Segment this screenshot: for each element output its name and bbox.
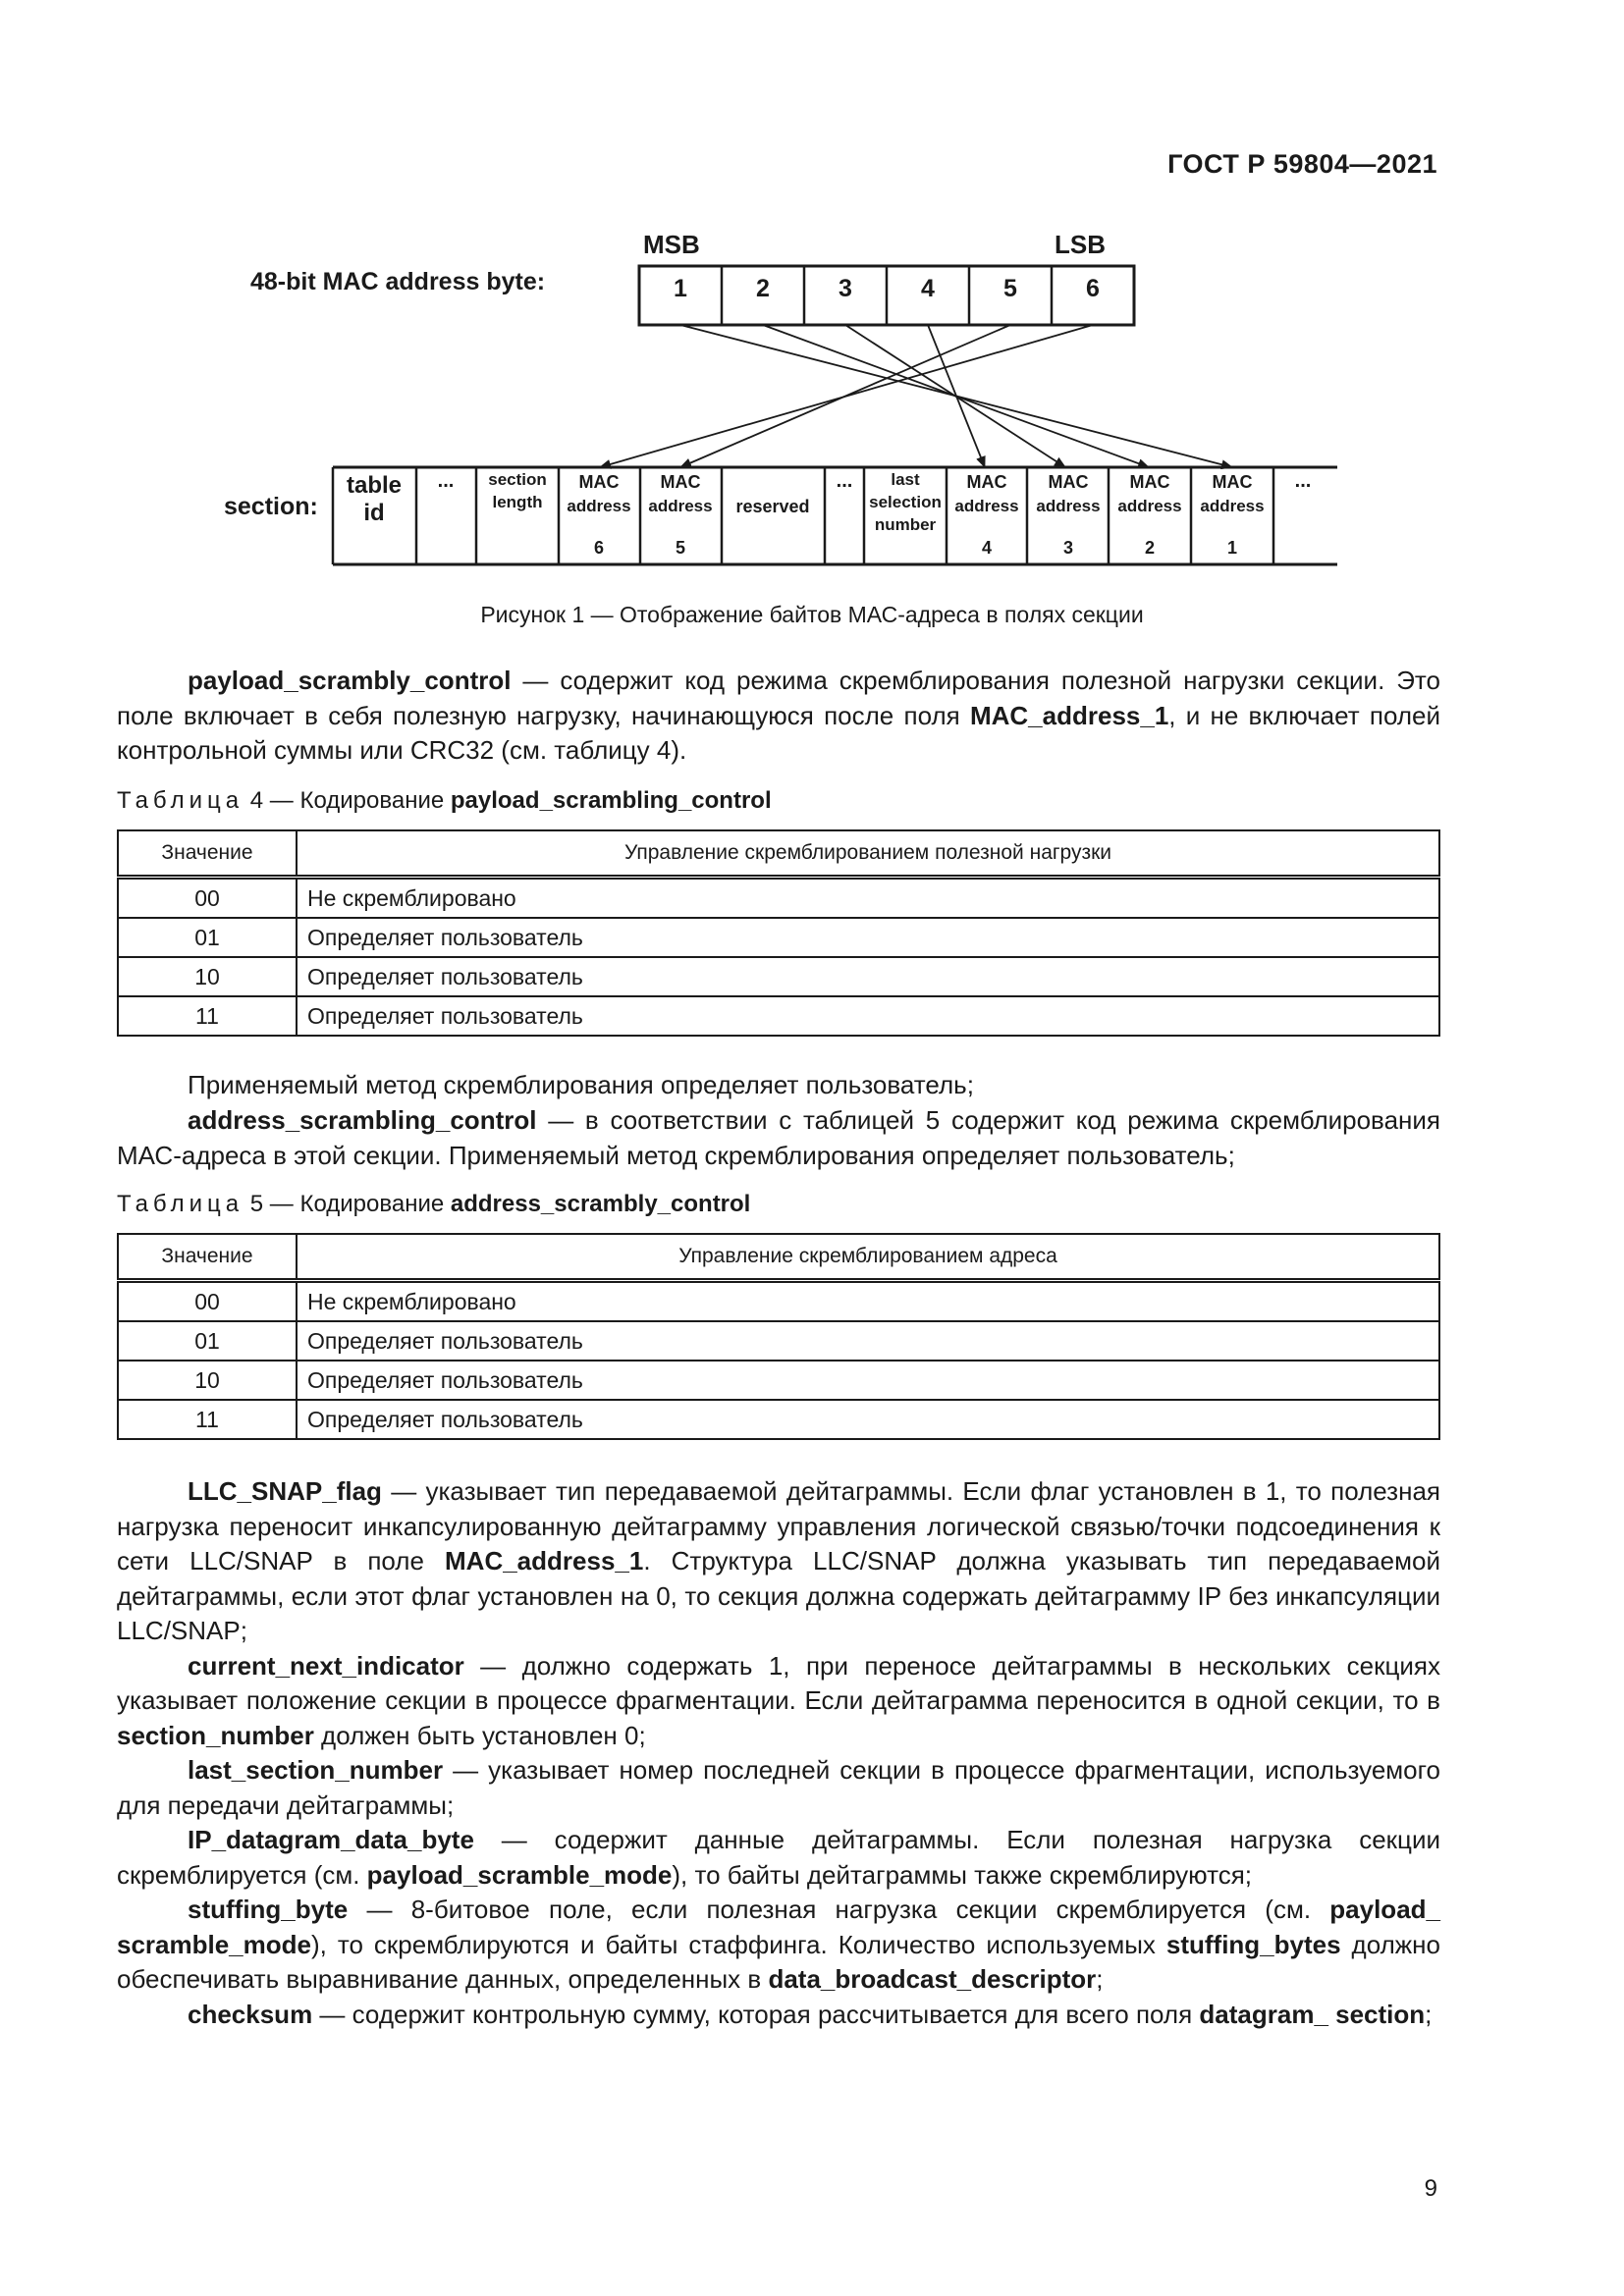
byte-row-label: 48-bit MAC address byte: — [250, 268, 546, 295]
byte-cell-2: 2 — [756, 275, 770, 302]
table-row: 01 Определяет пользователь — [118, 918, 1439, 957]
svg-text:5: 5 — [675, 538, 686, 558]
svg-text:table: table — [346, 472, 403, 499]
definitions-block — [117, 1474, 1440, 2032]
field-ellipsis-1 — [438, 470, 455, 492]
table-row: 11 Определяет пользователь — [118, 996, 1439, 1036]
svg-text:...: ... — [437, 470, 455, 492]
svg-text:last: last — [891, 470, 920, 489]
table-4-title: Таблица 4 — Кодирование payload_scrambling_control — [117, 787, 772, 814]
page-header-code: ГОСТ Р 59804—2021 — [1167, 149, 1437, 179]
arrow-byte6-to-mac6 — [600, 325, 1093, 467]
section-label: section: — [224, 493, 318, 520]
table-5-header-value: Значение — [118, 1234, 297, 1281]
field-mac-address-5 — [648, 472, 712, 558]
table-row: 10 Определяет пользователь — [118, 1361, 1439, 1400]
byte-cell-3: 3 — [839, 275, 852, 302]
svg-text:address: address — [1036, 497, 1101, 515]
svg-text:section: section — [488, 470, 547, 489]
svg-text:MAC: MAC — [578, 472, 620, 492]
field-ellipsis-2 — [837, 470, 853, 492]
svg-text:MAC: MAC — [1129, 472, 1170, 492]
definition-llc-snap-flag: LLC_SNAP_flag — указывает тип передаваемой дейтаграммы. Если флаг установлен в 1, то полезная нагрузка переносит инкапсулированную дейтаграмму управления логической связью/точки подсоединения к сети LLC/SNAP в поле MAC_address_1. Структура LLC/SNAP должна указывать тип передаваемой дейтаграммы, если этот флаг установлен на 0, то секция должна содержать дейтаграмму IP без инкапсуляции LLC/SNAP; — [117, 1476, 1440, 1645]
definition-checksum: checksum — содержит контрольную сумму, которая рассчитывается для всего поля datagram_ section; — [188, 1999, 1433, 2029]
table-5-title: Таблица 5 — Кодирование address_scrambly_control — [117, 1191, 751, 1217]
svg-text:6: 6 — [593, 538, 605, 558]
svg-text:address: address — [648, 497, 713, 515]
svg-text:address: address — [1200, 497, 1265, 515]
svg-text:address: address — [1117, 497, 1182, 515]
field-mac-address-1 — [1200, 472, 1264, 558]
svg-text:address: address — [954, 497, 1019, 515]
field-mac-address-6 — [567, 472, 630, 558]
paragraph-address-scrambling-control: address_scrambling_control — в соответствии с таблицей 5 содержит код режима скремблирования МАС-адреса в этой секции. Применяемый метод скремблирования определяет пользователь; — [117, 1105, 1440, 1170]
svg-text:4: 4 — [981, 538, 993, 558]
field-last-selection-number — [869, 470, 942, 534]
svg-text:3: 3 — [1062, 538, 1074, 558]
table-5 — [117, 1233, 1440, 1440]
byte-cell-6: 6 — [1086, 275, 1100, 302]
mapping-arrows — [600, 325, 1232, 467]
byte-row — [639, 266, 1134, 325]
table-row: 01 Определяет пользователь — [118, 1321, 1439, 1361]
byte-cell-5: 5 — [1003, 275, 1017, 302]
svg-text:length: length — [492, 493, 543, 511]
definition-ip-datagram-data-byte: IP_datagram_data_byte — содержит данные дейтаграммы. Если полезная нагрузка секции скремблируется (см. payload_scramble_mode), то байты дейтаграммы также скремблируются; — [117, 1825, 1440, 1890]
byte-cell-1: 1 — [674, 275, 687, 302]
field-trailing-ellipsis: ... — [1294, 470, 1312, 492]
definition-stuffing-byte: stuffing_byte — 8-битовое поле, если полезная нагрузка секции скремблируется (см. payload_ scramble_mode), то скремблируются и байты стаффинга. Количество используемых stuffing_bytes должно обеспечивать выравнивание данных, определенных в data_broadcast_descriptor; — [117, 1895, 1440, 1994]
svg-text:reserved: reserved — [735, 497, 810, 516]
field-section-length — [488, 470, 547, 511]
paragraph-payload-scrambly-control: payload_scrambly_control — содержит код режима скремблирования полезной нагрузки секции. Это поле включает в себя полезную нагрузку, начинающуюся после поля MAC_address_1, и не включает полей контрольной суммы или CRC32 (см. таблицу 4). — [117, 666, 1441, 765]
table-4 — [117, 829, 1440, 1037]
arrow-byte4-to-mac4 — [928, 325, 985, 467]
field-mac-address-3 — [1036, 472, 1100, 558]
definition-current-next-indicator: current_next_indicator — должно содержать 1, при переносе дейтаграммы в нескольких секциях указывает положение секции в процессе фрагментации. Если дейтаграмма переносится в одной секции, то в section_number должен быть установлен 0; — [117, 1650, 1440, 1750]
figure-caption: Рисунок 1 — Отображение байтов МАС-адреса в полях секции — [480, 602, 1144, 627]
svg-text:MAC: MAC — [660, 472, 701, 492]
paragraph-method: Применяемый метод скремблирования определяет пользователь; — [188, 1070, 974, 1099]
svg-text:MAC: MAC — [966, 472, 1007, 492]
table-4-header-desc: Управление скремблированием полезной нагрузки — [297, 830, 1439, 878]
svg-text:1: 1 — [1226, 538, 1238, 558]
field-mac-address-4 — [954, 472, 1018, 558]
svg-text:...: ... — [836, 470, 853, 492]
svg-text:address: address — [567, 497, 631, 515]
svg-text:id: id — [363, 500, 385, 526]
table-row: 10 Определяет пользователь — [118, 957, 1439, 996]
mac-mapping-diagram — [0, 0, 1624, 589]
field-table-id — [347, 472, 402, 526]
definition-last-section-number: last_section_number — указывает номер последней секции в процессе фрагментации, используемого для передачи дейтаграммы; — [117, 1755, 1440, 1820]
arrow-byte3-to-mac3 — [845, 325, 1065, 467]
mac-mapping-figure — [0, 0, 1624, 589]
lsb-label: LSB — [1055, 230, 1106, 259]
byte-cell-4: 4 — [921, 275, 935, 302]
msb-label: MSB — [643, 230, 700, 259]
svg-text:number: number — [874, 515, 937, 534]
field-reserved — [735, 497, 809, 516]
table-row: 00 Не скремблировано — [118, 1281, 1439, 1322]
table-4-header-value: Значение — [118, 830, 297, 878]
section-row — [333, 467, 1337, 564]
svg-text:MAC: MAC — [1048, 472, 1089, 492]
svg-text:MAC: MAC — [1212, 472, 1253, 492]
field-mac-address-2 — [1117, 472, 1181, 558]
table-5-header-desc: Управление скремблированием адреса — [297, 1234, 1439, 1281]
table-row: 11 Определяет пользователь — [118, 1400, 1439, 1439]
page-number: 9 — [1424, 2175, 1437, 2202]
table-row: 00 Не скремблировано — [118, 878, 1439, 919]
svg-text:2: 2 — [1144, 538, 1156, 558]
svg-text:selection: selection — [869, 493, 942, 511]
